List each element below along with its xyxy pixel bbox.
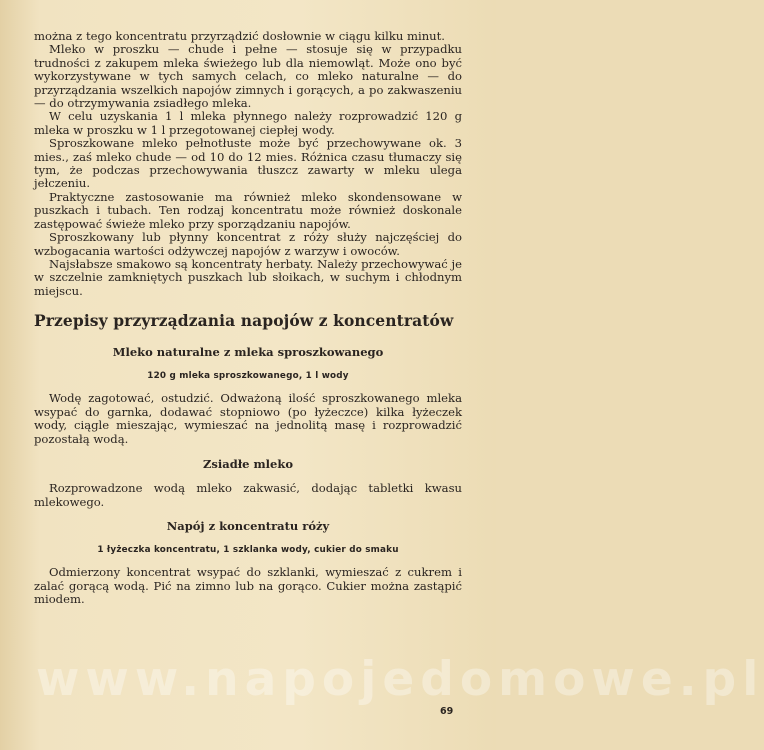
paragraph: Sproszkowane mleko pełnotłuste może być przechowywane ok. 3 mies., zaś mleko chude — od 10 do 12 mies. Różnica czasu tłumaczy się tym, że podczas przechowywania tłuszcz zawarty w mleku ulega jełczeniu. (34, 136, 462, 191)
paragraph: można z tego koncentratu przyrządzić dosłownie w ciągu kilku minut. (34, 29, 445, 43)
recipe-title: Mleko naturalne z mleka sproszkowanego (112, 344, 384, 359)
paragraph: Praktyczne zastosowanie ma również mleko skondensowane w puszkach i tubach. Ten rodzaj koncentratu może również doskonale zastępować świeże mleko przy sporządzaniu napojów. (34, 189, 462, 231)
recipe-ingredients: 1 łyżeczka koncentratu, 1 szklanka wody, cukier do smaku (97, 544, 399, 555)
page-number: 69 (440, 706, 454, 717)
recipe-text: Rozprowadzone wodą mleko zakwasić, dodając tabletki kwasu mlekowego. (34, 481, 462, 509)
recipe-text: Odmierzony koncentrat wsypać do szklanki, wymieszać z cukrem i zalać gorącą wodą. Pić na zimno lub na gorąco. Cukier można zastąpić miodem. (34, 565, 462, 606)
recipe-ingredients: 120 g mleka sproszkowanego, 1 l wody (147, 370, 349, 381)
watermark: www.napojedomowe.pl (36, 652, 764, 707)
section-title: Przepisy przyrządzania napojów z koncentratów (34, 311, 454, 331)
recipe-title: Zsiadłe mleko (203, 456, 293, 471)
paragraph: W celu uzyskania 1 l mleka płynnego należy rozprowadzić 120 g mleka w proszku w 1 l przegotowanej ciepłej wody. (34, 109, 462, 137)
recipe-title: Napój z koncentratu róży (166, 519, 330, 534)
recipe-text: Wodę zagotować, ostudzić. Odważoną ilość sproszkowanego mleka wsypać do garnka, dodawać stopniowo (po łyżeczce) kilka łyżeczek wody, ciągle mieszając, wymieszać na jednolitą masę i rozprowadzić pozostałą wodą. (34, 391, 462, 446)
paragraph: Najsłabsze smakowo są koncentraty herbaty. Należy przechowywać je w szczelnie zamkniętych puszkach lub słoikach, w suchym i chłodnym miejscu. (34, 256, 462, 298)
page-text (34, 30, 462, 606)
paragraph: Sproszkowany lub płynny koncentrat z róży służy najczęściej do wzbogacania wartości odżywczej napojów z warzyw i owoców. (34, 230, 462, 258)
paragraph: Mleko w proszku — chude i pełne — stosuje się w przypadku trudności z zakupem mleka świeżego lub dla niemowląt. Może ono być wykorzystywane w tych samych celach, co mleko naturalne — do przyrządzania wszelkich napojów zimnych i gorących, a po zakwaszeniu — do otrzymywania zsiadłego mleka. (34, 42, 462, 111)
